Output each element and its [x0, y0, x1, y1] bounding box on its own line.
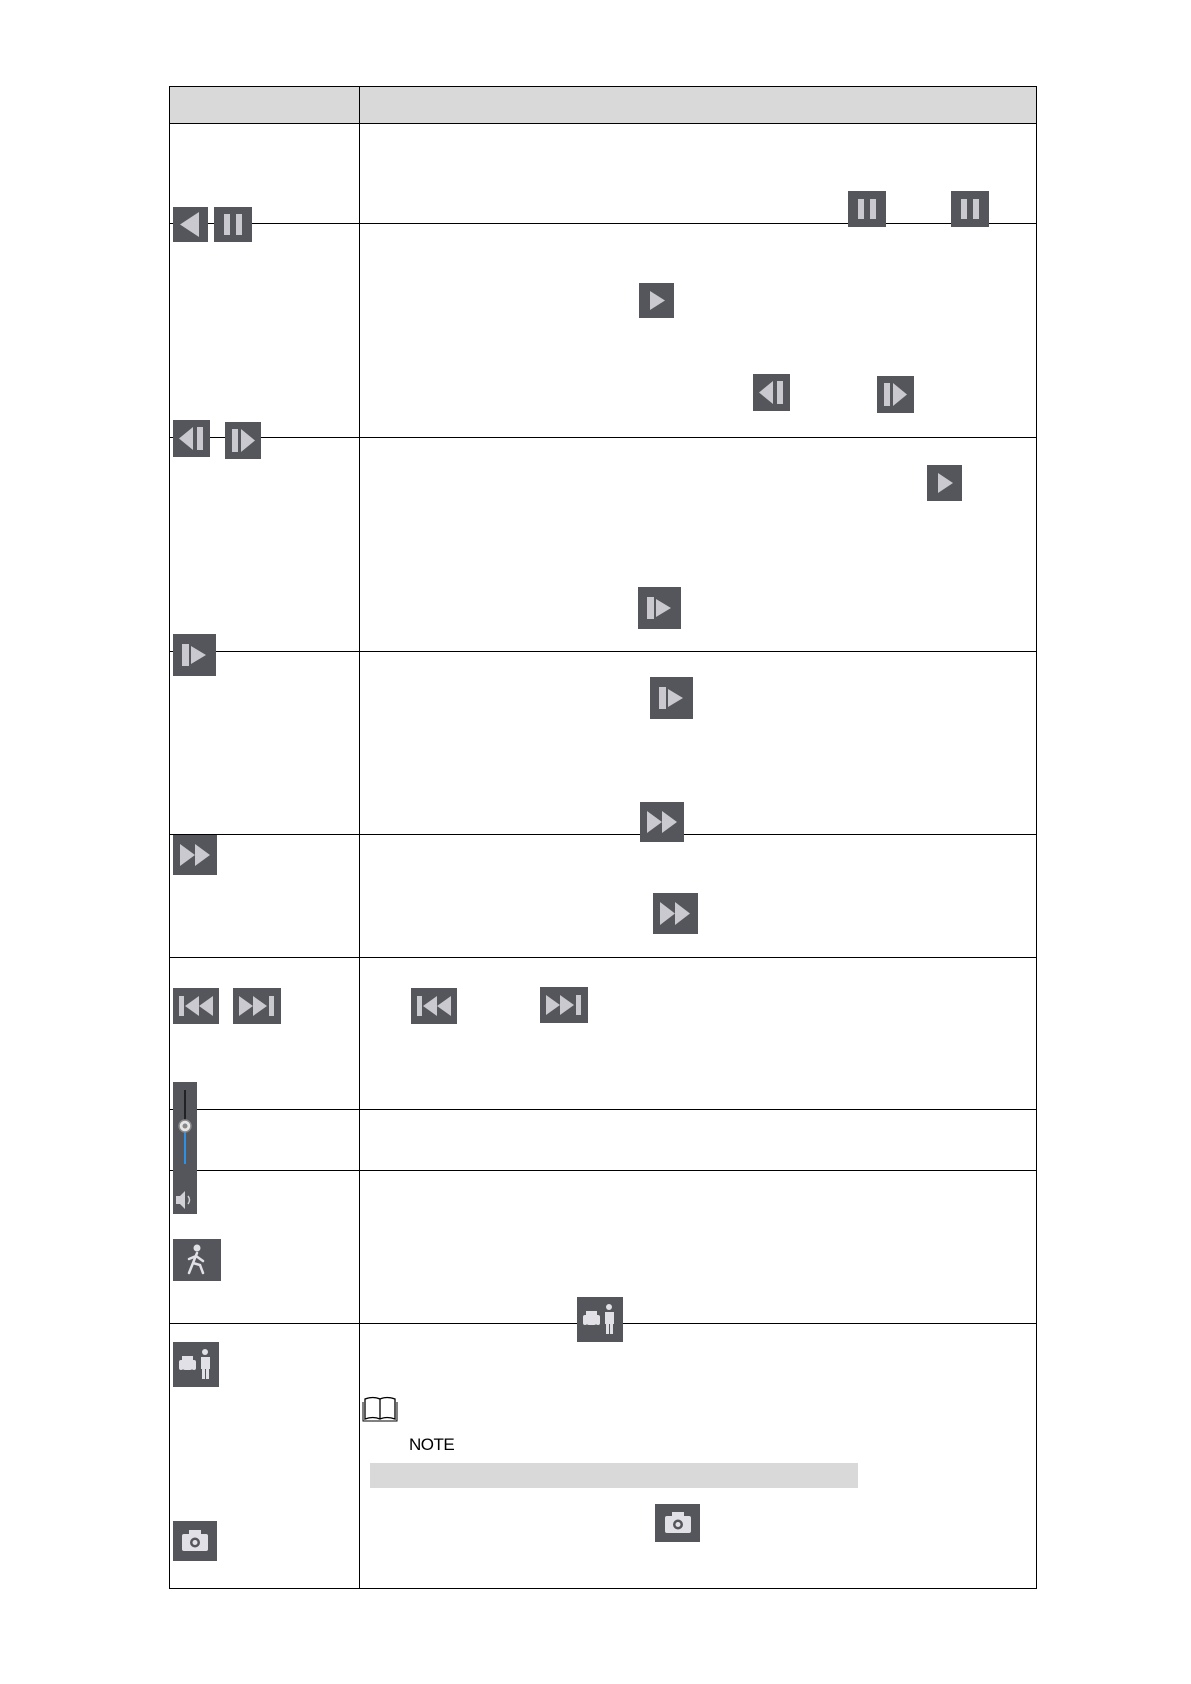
row-divider	[170, 1109, 1036, 1110]
fast-forward-icon	[173, 835, 217, 875]
frame-forward-icon	[877, 376, 914, 413]
play-icon	[927, 465, 962, 501]
row-divider	[170, 834, 1036, 835]
snapshot-icon	[655, 1504, 700, 1542]
fast-forward-icon	[640, 802, 684, 842]
snapshot-icon	[173, 1521, 217, 1561]
slow-play-icon	[173, 634, 216, 676]
pause-icon	[214, 207, 252, 242]
row-divider	[170, 651, 1036, 652]
book-icon	[362, 1395, 398, 1423]
previous-record-icon	[411, 988, 457, 1024]
note-content-bar	[370, 1463, 858, 1488]
frame-backward-icon	[173, 420, 210, 457]
row-divider	[170, 437, 1036, 438]
vehicle-human-icon	[173, 1342, 219, 1387]
volume-slider-icon	[173, 1082, 197, 1214]
previous-record-icon	[173, 988, 219, 1024]
play-icon	[639, 283, 674, 318]
pause-icon	[848, 191, 886, 227]
slow-play-icon	[638, 587, 681, 629]
next-record-icon	[233, 988, 281, 1024]
table-header-row	[170, 87, 1036, 124]
row-divider	[170, 957, 1036, 958]
play-backward-icon	[173, 207, 208, 242]
fast-forward-icon	[653, 893, 698, 934]
column-divider	[359, 87, 360, 1588]
row-divider	[170, 223, 1036, 224]
slow-play-icon	[650, 677, 693, 719]
controls-table	[169, 86, 1037, 1589]
vehicle-human-icon	[577, 1297, 623, 1342]
human-detection-icon	[173, 1239, 221, 1281]
frame-forward-icon	[225, 422, 261, 459]
note-label: NOTE	[409, 1435, 455, 1454]
pause-icon	[951, 191, 989, 227]
next-record-icon	[540, 987, 588, 1023]
row-divider	[170, 1170, 1036, 1171]
frame-backward-icon	[753, 374, 790, 411]
